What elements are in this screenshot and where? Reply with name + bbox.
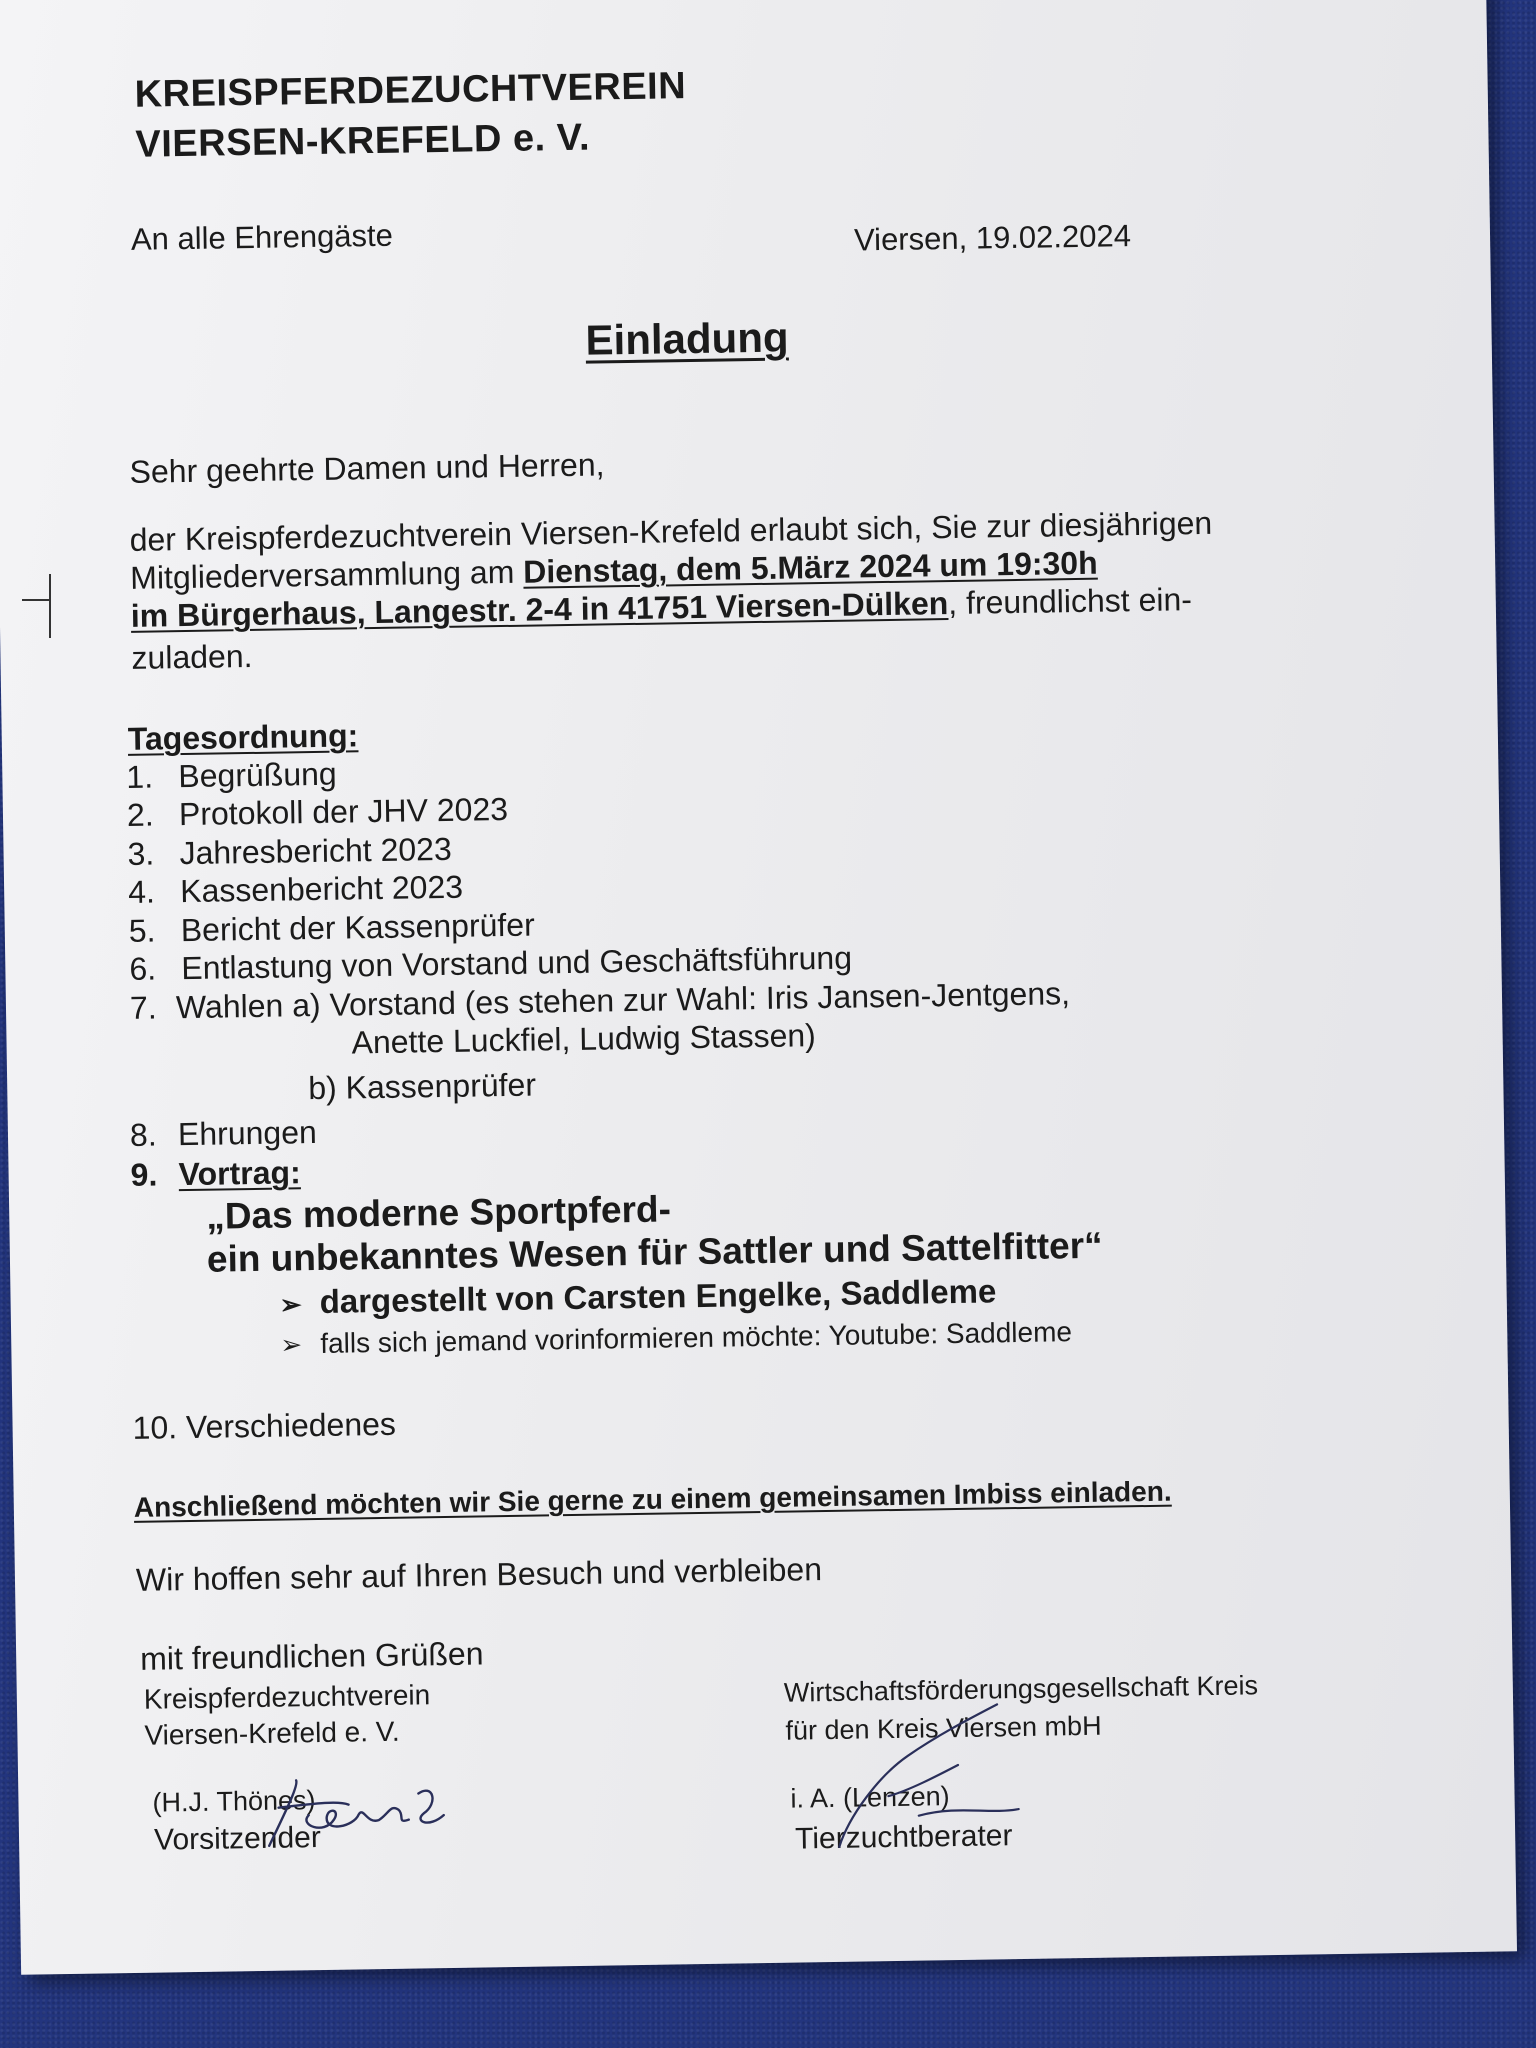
org-name-line2: VIERSEN-KREFELD e. V. [135, 116, 591, 166]
org-name-line1: KREISPFERDEZUCHTVEREIN [134, 65, 687, 116]
agenda-item-4: 4. Kassenbericht 2023 [127, 868, 464, 910]
agenda-heading: Tagesordnung: [127, 717, 359, 757]
right-org-line2: für den Kreis Viersen mbH [785, 1710, 1102, 1746]
left-signer-role: Vorsitzender [153, 1821, 322, 1857]
left-signer-name: (H.J. Thönes) [152, 1785, 316, 1818]
left-handwritten-signature [228, 1743, 460, 1867]
agenda-item-3: 3. Jahresbericht 2023 [127, 830, 453, 872]
document-title: Einladung [585, 313, 789, 364]
closing-hope: Wir hoffen sehr auf Ihren Besuch und verbleiben [135, 1551, 823, 1598]
right-signer-role: Tierzuchtberater [794, 1819, 1013, 1856]
arrow-bullet-icon: ➢ [279, 1289, 302, 1320]
talk-bullet-1: ➢ dargestellt von Carsten Engelke, Saddleme [279, 1272, 997, 1320]
meeting-location: im Bürgerhaus, Langestr. 2-4 in 41751 Viersen-Dülken [130, 585, 949, 634]
left-org-line2: Viersen-Krefeld e. V. [144, 1715, 400, 1751]
salutation: Sehr geehrte Damen und Herren, [129, 446, 605, 490]
agenda-item-2: 2. Protokoll der JHV 2023 [126, 790, 509, 833]
body-line-1: der Kreispferdezuchtverein Viersen-Krefeld erlaubt sich, Sie zur diesjährigen [129, 504, 1213, 558]
body-line-4: zuladen. [131, 637, 253, 676]
talk-bullet-2: ➢ falls sich jemand vorinformieren möchte: Youtube: Saddleme [280, 1316, 1073, 1360]
talk-title-line1: „Das moderne Sportpferd- [205, 1188, 672, 1237]
agenda-item-7: 7. Wahlen a) Vorstand (es stehen zur Wahl: Iris Jansen-Jentgens, [129, 975, 1071, 1026]
arrow-bullet-icon: ➢ [280, 1329, 303, 1360]
body-line-3-suffix: , freundlichst ein- [947, 581, 1193, 622]
place-date: Viersen, 19.02.2024 [853, 218, 1132, 258]
agenda-item-5: 5. Bericht der Kassenprüfer [128, 906, 535, 949]
margin-mark [20, 570, 56, 640]
right-handwritten-signature [816, 1664, 1049, 1858]
recipient: An alle Ehrengäste [130, 217, 394, 257]
agenda-item-8: 8. Ehrungen [129, 1114, 318, 1153]
right-org-line1: Wirtschaftsförderungsgesellschaft Kreis [783, 1670, 1259, 1708]
agenda-item-7-continuation: Anette Luckfiel, Ludwig Stassen) [351, 1017, 817, 1061]
agenda-item-6: 6. Entlastung von Vorstand und Geschäftsführung [129, 939, 853, 987]
body-line-2-prefix: Mitgliederversammlung am [129, 553, 524, 596]
snack-invitation: Anschließend möchten wir Sie gerne zu einem gemeinsamen Imbiss einladen. [133, 1475, 1172, 1523]
agenda-item-1: 1. Begrüßung [126, 755, 337, 795]
agenda-item-9: 9. Vortrag: [130, 1154, 301, 1193]
right-signer-name: i. A. (Lenzen) [790, 1781, 950, 1814]
agenda-item-10: 10. Verschiedenes [132, 1405, 397, 1446]
left-org-line1: Kreispferdezuchtverein [143, 1679, 431, 1715]
talk-title-line2: ein unbekanntes Wesen für Sattler und Sattelfitter“ [206, 1224, 1103, 1280]
meeting-date-time: Dienstag, dem 5.März 2024 um 19:30h [522, 544, 1098, 590]
closing-regards: mit freundlichen Grüßen [139, 1635, 484, 1677]
agenda-item-7b: b) Kassenprüfer [308, 1066, 537, 1107]
